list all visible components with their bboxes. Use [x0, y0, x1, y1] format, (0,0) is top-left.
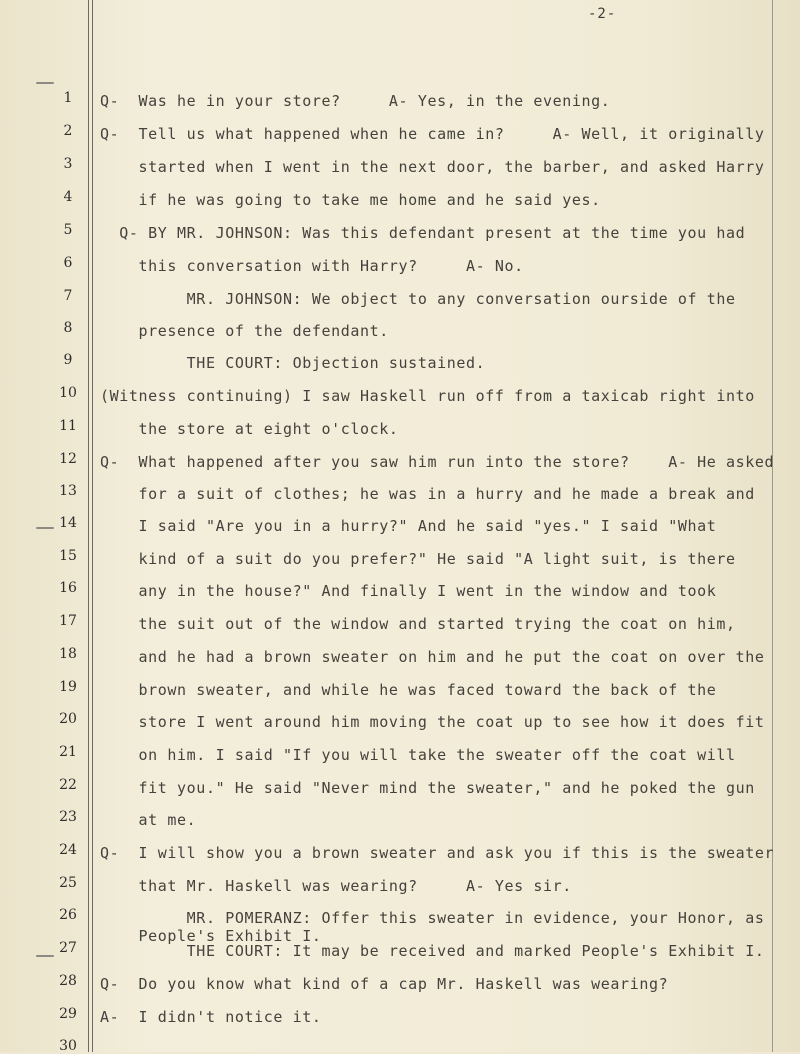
line-number: 17 [59, 613, 77, 629]
transcript-line: store I went around him moving the coat up to see how it does fit [100, 713, 765, 731]
line-number: 3 [63, 156, 73, 172]
transcript-line: Q- Was he in your store? A- Yes, in the evening. [100, 92, 611, 110]
transcript-line: MR. POMERANZ: Offer this sweater in evidence, your Honor, as [100, 909, 765, 927]
transcript-line: if he was going to take me home and he said yes. [100, 191, 601, 209]
line-number: 25 [59, 875, 77, 891]
left-margin-rule [88, 0, 89, 1052]
line-number: 20 [59, 711, 77, 727]
line-number: 13 [59, 483, 77, 499]
line-number: 9 [63, 352, 73, 368]
transcript-line: Q- Do you know what kind of a cap Mr. Haskell was wearing? [100, 975, 669, 993]
transcript-line: and he had a brown sweater on him and he put the coat on over the [100, 648, 765, 666]
transcript-line: Q- BY MR. JOHNSON: Was this defendant present at the time you had [100, 224, 746, 242]
transcript-line: (Witness continuing) I saw Haskell run off from a taxicab right into [100, 387, 755, 405]
line-number: 24 [59, 842, 77, 858]
line-number: 2 [63, 123, 73, 139]
transcript-line: THE COURT: It may be received and marked People's Exhibit I. [100, 942, 765, 960]
line-number: 22 [59, 777, 77, 793]
transcript-line: Q- What happened after you saw him run into the store? A- He asked [100, 453, 775, 471]
line-number: 10 [59, 385, 77, 401]
line-number: 12 [59, 451, 77, 467]
line-number: 4 [63, 189, 73, 205]
line-number: 21 [59, 744, 77, 760]
transcript-line: on him. I said "If you will take the sweater off the coat will [100, 746, 736, 764]
transcript-line: I said "Are you in a hurry?" And he said "yes." I said "What [100, 517, 717, 535]
line-number: 16 [59, 580, 77, 596]
transcript-line: Q- Tell us what happened when he came in? A- Well, it originally [100, 125, 765, 143]
transcript-line: that Mr. Haskell was wearing? A- Yes sir. [100, 877, 572, 895]
line-number: 29 [59, 1006, 77, 1022]
transcript-line: Q- I will show you a brown sweater and ask you if this is the sweater [100, 844, 775, 862]
line-number: 30 [59, 1038, 77, 1054]
line-number: 14 [59, 515, 77, 531]
binding-mark [36, 955, 54, 957]
transcript-line: THE COURT: Objection sustained. [100, 354, 486, 372]
line-number: 6 [63, 255, 73, 271]
transcript-line: MR. JOHNSON: We object to any conversation ourside of the [100, 290, 736, 308]
transcript-line: for a suit of clothes; he was in a hurry and he made a break and [100, 485, 755, 503]
line-number: 1 [63, 90, 73, 106]
binding-mark [36, 527, 54, 529]
transcript-line: this conversation with Harry? A- No. [100, 257, 524, 275]
line-number: 18 [59, 646, 77, 662]
transcript-line: the store at eight o'clock. [100, 420, 399, 438]
transcript-line: People's Exhibit I. [100, 927, 322, 945]
transcript-line: A- I didn't notice it. [100, 1008, 322, 1026]
left-margin-rule-inner [92, 0, 93, 1052]
binding-mark [36, 82, 54, 84]
line-number: 15 [59, 548, 77, 564]
transcript-line: any in the house?" And finally I went in the window and took [100, 582, 717, 600]
line-number: 23 [59, 809, 77, 825]
right-margin-rule [772, 0, 773, 1052]
line-number: 26 [59, 907, 77, 923]
line-number: 27 [59, 940, 77, 956]
line-number: 11 [59, 418, 77, 434]
page-number: -2- [588, 6, 617, 22]
transcript-line: at me. [100, 811, 197, 829]
transcript-line: presence of the defendant. [100, 322, 389, 340]
transcript-line: started when I went in the next door, the barber, and asked Harry [100, 158, 765, 176]
line-number: 7 [63, 288, 73, 304]
line-number: 19 [59, 679, 77, 695]
line-number: 28 [59, 973, 77, 989]
line-number: 8 [63, 320, 73, 336]
transcript-line: kind of a suit do you prefer?" He said "A light suit, is there [100, 550, 736, 568]
line-number: 5 [63, 222, 73, 238]
transcript-line: the suit out of the window and started trying the coat on him, [100, 615, 736, 633]
transcript-line: fit you." He said "Never mind the sweater," and he poked the gun [100, 779, 755, 797]
transcript-line: brown sweater, and while he was faced toward the back of the [100, 681, 717, 699]
